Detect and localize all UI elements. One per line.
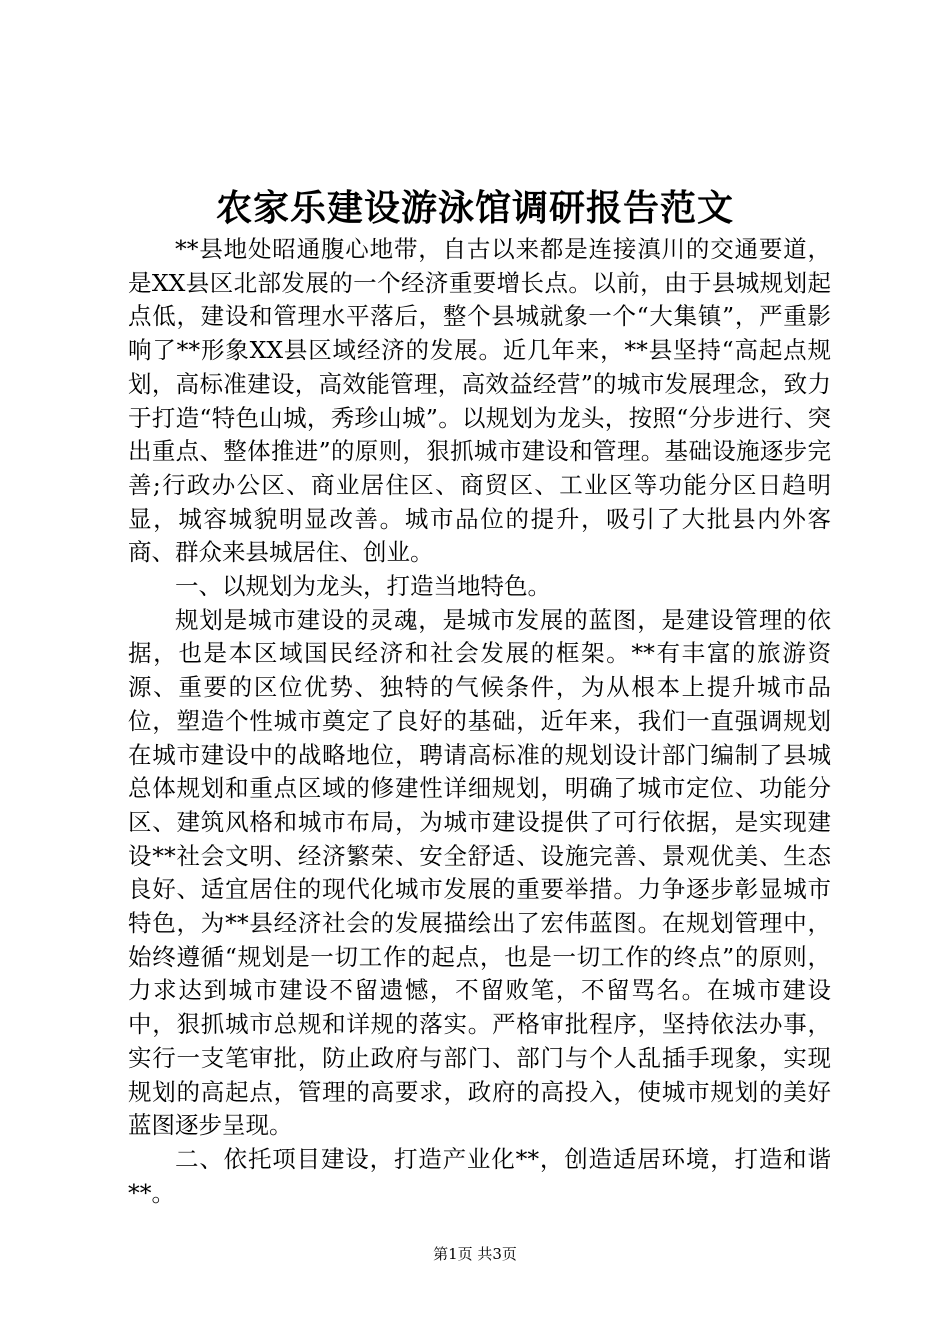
- document-body: [128, 233, 831, 1210]
- section-heading-2: 二、依托项目建设，打造产业化**，创造适居环境，打造和谐**。: [128, 1144, 831, 1207]
- page-footer: 第1页 共3页: [433, 1245, 517, 1263]
- paragraph-intro: **县地处昭通腹心地带，自古以来都是连接滇川的交通要道，是XX县区北部发展的一个经济重要增长点。以前，由于县城规划起点低，建设和管理水平落后，整个县城就象一个“大集镇”，严重影响了**形象XX县区域经济的发展。近几年来，**县坚持“高起点规划，高标准建设，高效能管理，高效益经营”的城市发展理念，致力于打造“特色山城，秀珍山城”。以规划为龙头，按照“分步进行、突出重点、整体推进”的原则，狠抓城市建设和管理。基础设施逐步完善;行政办公区、商业居住区、商贸区、工业区等功能分区日趋明显，城容城貌明显改善。城市品位的提升，吸引了大批县内外客商、群众来县城居住、创业。: [128, 235, 831, 567]
- section-heading-1: 一、以规划为龙头，打造当地特色。: [175, 572, 551, 601]
- document-title: 农家乐建设游泳馆调研报告范文: [215, 187, 734, 229]
- paragraph-planning: 规划是城市建设的灵魂，是城市发展的蓝图，是建设管理的依据，也是本区域国民经济和社会发展的框架。**有丰富的旅游资源、重要的区位优势、独特的气候条件，为从根本上提升城市品位，塑造个性城市奠定了良好的基础，近年来，我们一直强调规划在城市建设中的战略地位，聘请高标准的规划设计部门编制了县城总体规划和重点区域的修建性详细规划，明确了城市定位、功能分区、建筑风格和城市布局，为城市建设提供了可行依据，是实现建设**社会文明、经济繁荣、安全舒适、设施完善、景观优美、生态良好、适宜居住的现代化城市发展的重要举措。力争逐步彰显城市特色，为**县经济社会的发展描绘出了宏伟蓝图。在规划管理中，始终遵循“规划是一切工作的起点，也是一切工作的终点”的原则，力求达到城市建设不留遗憾，不留败笔，不留骂名。在城市建设中，狠抓城市总规和详规的落实。严格审批程序，坚持依法办事，实行一支笔审批，防止政府与部门、部门与个人乱插手现象，实现规划的高起点，管理的高要求，政府的高投入，使城市规划的美好蓝图逐步呈现。: [128, 605, 831, 1140]
